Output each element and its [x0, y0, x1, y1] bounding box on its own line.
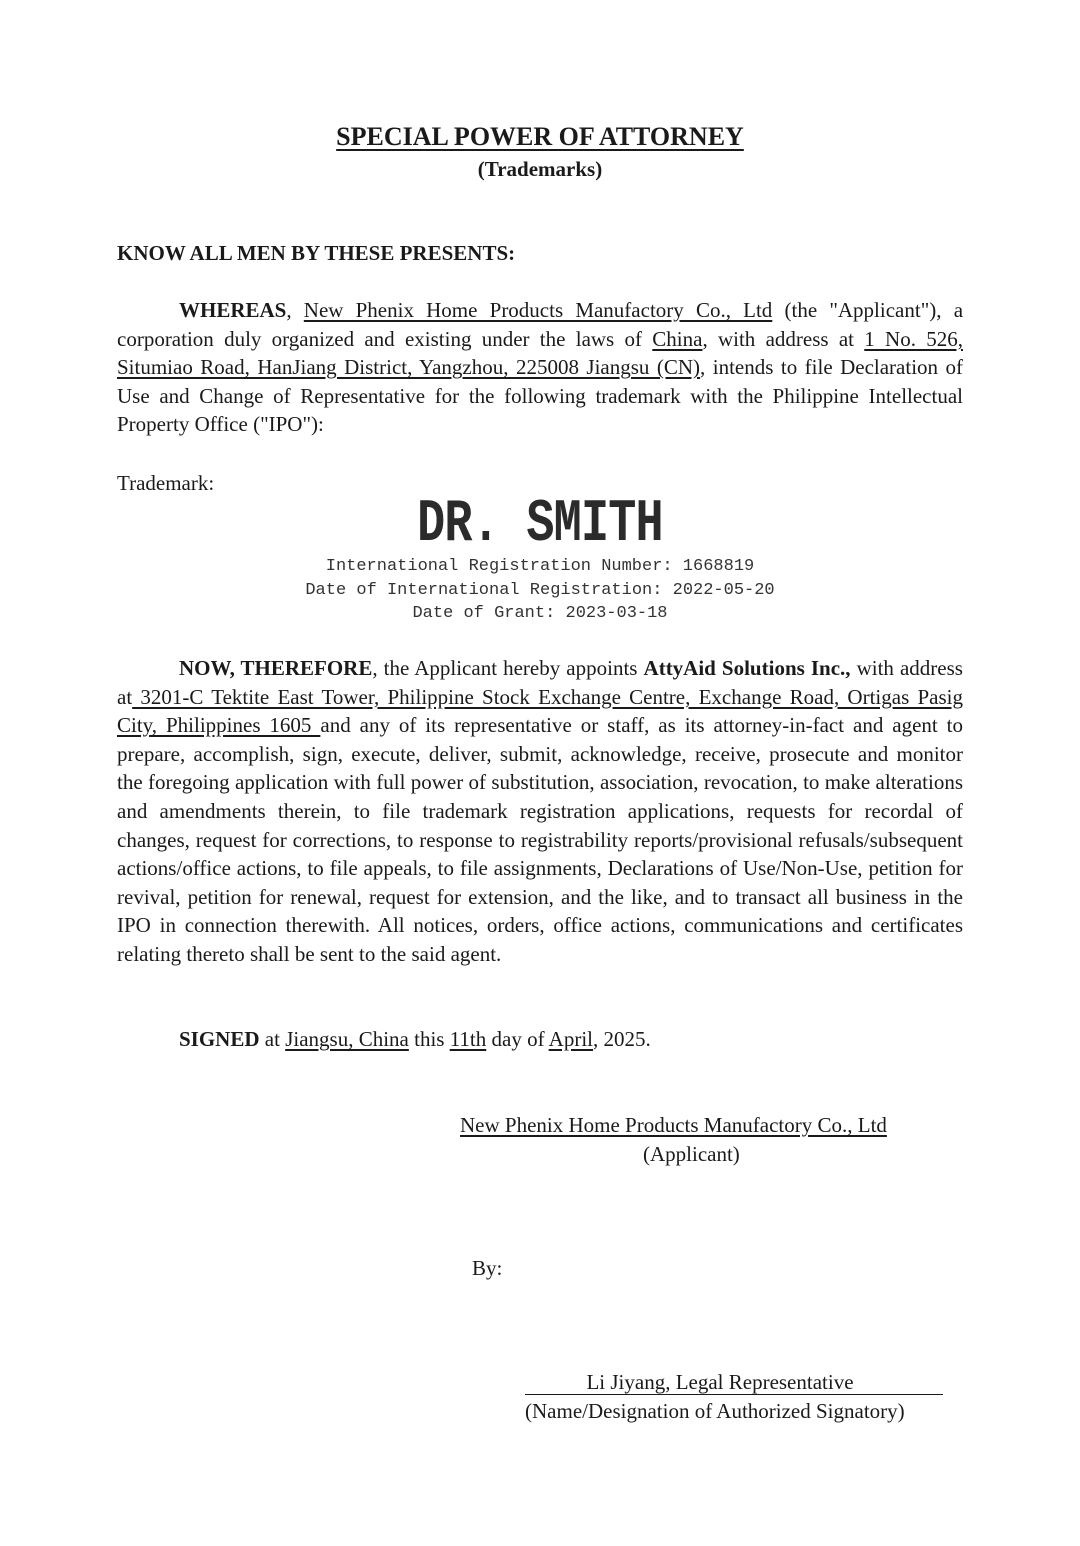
applicant-name-inline: New Phenix Home Products Manufactory Co., Ltd	[303, 298, 773, 322]
signed-day: 11th	[449, 1027, 487, 1051]
country: China	[652, 326, 703, 351]
document-title: SPECIAL POWER OF ATTORNEY	[336, 122, 744, 151]
grant-date: Date of Grant: 2023-03-18	[412, 604, 668, 623]
signed-place: Jiangsu, China	[285, 1027, 409, 1051]
signatory-caption: (Name/Designation of Authorized Signatory)	[525, 1399, 905, 1423]
trademark-info	[0, 555, 1080, 626]
registration-date: Date of International Registration: 2022-05-20	[305, 580, 775, 600]
signed-line: SIGNED at Jiangsu, China this 11th day of April, 2025.	[179, 1027, 651, 1051]
applicant-role: (Applicant)	[643, 1142, 740, 1166]
applicant-address: 1 No. 526, Situmiao Road, HanJiang District, Yangzhou, 225008 Jiangsu (CN)	[117, 326, 963, 380]
agent-address: 3201-C Tektite East Tower, Philippine Stock Exchange Centre, Exchange Road, Ortigas Pasig City, Philippines 1605	[117, 684, 963, 738]
agent-name: AttyAid Solutions Inc.,	[643, 656, 851, 680]
whereas-paragraph: WHEREAS, New Phenix Home Products Manufactory Co., Ltd (the "Applicant"), a corporation duly organized and existing under the laws of China, with address at 1 No. 526, Situmiao Road, HanJiang District, Yangzhou, 225008 Jiangsu (CN), intends to file Declaration of Use and Change of Representative for the following trademark with the Philippine Intellectual Property Office ("IPO"):	[117, 298, 964, 437]
signatory-name: Li Jiyang, Legal Representative	[586, 1370, 854, 1394]
signature-line	[525, 1394, 943, 1395]
now-therefore-lead: NOW, THEREFORE	[179, 656, 373, 680]
signed-month: April	[548, 1027, 593, 1051]
by-label: By:	[472, 1256, 503, 1280]
appointment-paragraph: NOW, THEREFORE, the Applicant hereby appoints AttyAid Solutions Inc., with address at 3201-C Tektite East Tower, Philippine Stock Exchange Centre, Exchange Road, Ortigas Pasig City, Philippines 1605 and any of its representative or staff, as its attorney-in-fact and agent to prepare, accomplish, sign, execute, deliver, submit, acknowledge, receive, prosecute and monitor the foregoing application with full power of substitution, association, revocation, to make alterations and amendments therein, to file trademark registration applications, requests for recordal of changes, request for corrections, to response to registrability reports/provisional refusals/subsequent actions/office actions, to file appeals, to file assignments, Declarations of Use/Non-Use, petition for revival, petition for renewal, request for extension, and the like, and to transact all business in the IPO in connection therewith. All notices, orders, office actions, communications and certificates relating thereto shall be sent to the said agent.	[117, 656, 964, 966]
applicant-signature-name: New Phenix Home Products Manufactory Co., Ltd	[460, 1113, 887, 1137]
whereas-lead: WHEREAS	[179, 298, 287, 322]
trademark-mark: DR. SMITH	[417, 491, 663, 559]
trademark-label: Trademark:	[117, 471, 215, 495]
document-subtitle: (Trademarks)	[477, 157, 603, 181]
know-all-heading: KNOW ALL MEN BY THESE PRESENTS:	[117, 241, 516, 265]
signed-lead: SIGNED	[179, 1027, 260, 1051]
registration-number: International Registration Number: 1668819	[325, 557, 755, 576]
